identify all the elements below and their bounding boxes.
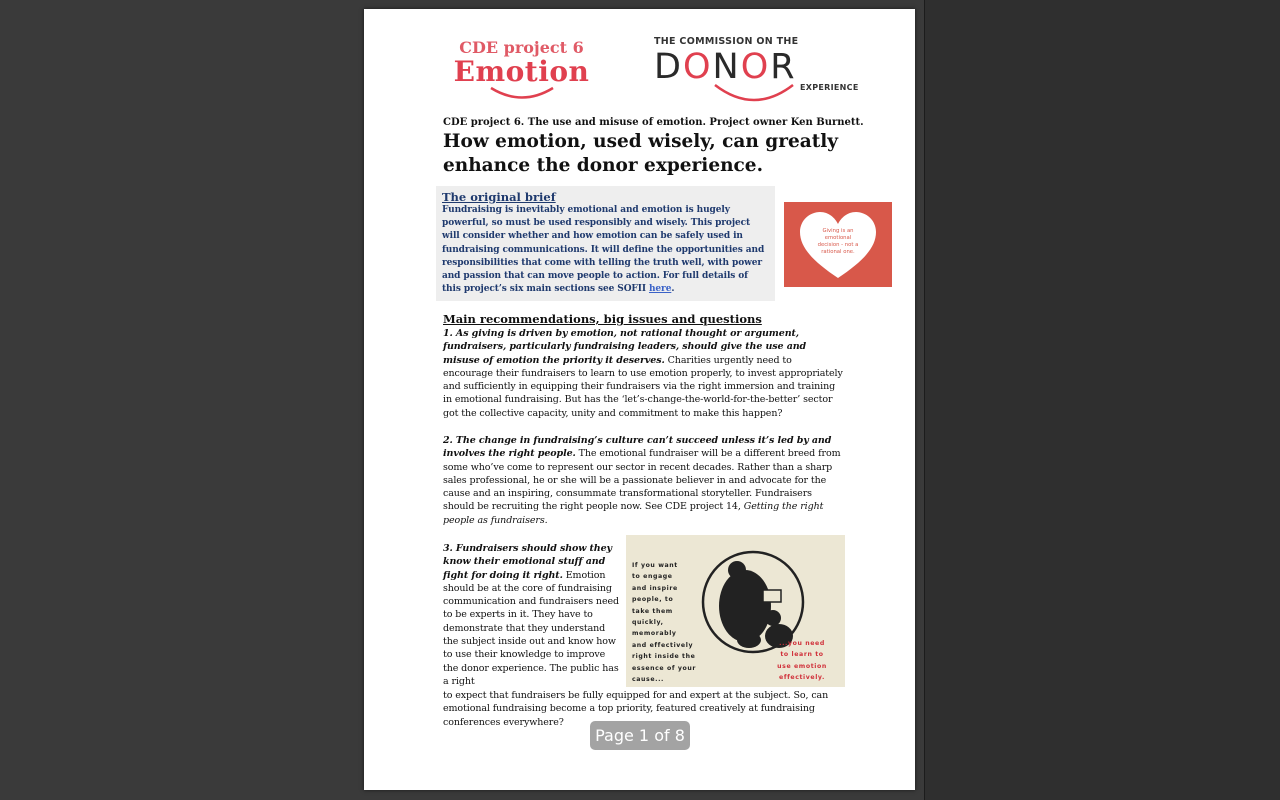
cde-emotion-logo bbox=[444, 39, 599, 109]
sofii-link[interactable]: here bbox=[648, 284, 672, 295]
heart-icon bbox=[784, 202, 892, 287]
recommendation-3: 3. Fundraisers should show they know their emotional stuff and fight for doing it right. Emotion should be at the core of fundraising communication and fundraisers need to be experts in it. They have to demonstrate that they understand the subject inside out and know how to use their knowledge to improve the donor experience. The public has a right bbox=[443, 543, 619, 687]
main-recommendations-heading: Main recommendations, big issues and questions bbox=[443, 312, 762, 326]
logo-commission-line: THE COMMISSION ON THE bbox=[654, 36, 799, 47]
recommendation-3-continued: to expect that fundraisers be fully equipped for and expert at the subject. So, can emotional fundraising become a top priority, featured creatively at fundraising conferences everywhere? bbox=[443, 690, 829, 728]
recommendation-1: 1. As giving is driven by emotion, not rational thought or argument, fundraisers, particularly fundraising leaders, should give the use and misuse of emotion the priority it deserves. Charities urgently need to encourage their fundraisers to learn to use emotion properly, to invest appropriately and sufficiently in equipping their fundraisers via the right immersion and training in emotional fundraising. But has the ‘let’s-change-the-world-for-the-better’ sector got the collective capacity, unity and commitment to make this happen? bbox=[443, 328, 843, 419]
heart-text-line: emotional bbox=[824, 235, 852, 241]
illustration-right-text: ...you need to learn to use emotion effectively. bbox=[777, 640, 827, 682]
commission-donor-logo bbox=[654, 36, 864, 116]
recommendation-2: 2. The change in fundraising’s culture can’t succeed unless it’s led by and involves the right people. The emotional fundraiser will be a different breed from some who’ve come to represent our sector in recent decades. Rather than a sharp sales professional, he or she will be a passionate believer in and advocate for the cause and an inspiring, consummate transformational storyteller. Fundraisers should be recruiting the right people now. See CDE project 14, Getting the right people as fundraisers. bbox=[443, 435, 841, 526]
heart-text-line: Giving is an bbox=[822, 228, 854, 234]
heart-text-line: decision - not a bbox=[817, 242, 859, 248]
sidebar-panel bbox=[924, 0, 1280, 800]
smile-icon bbox=[709, 81, 799, 103]
brief-heading: The original brief bbox=[442, 190, 556, 204]
logo-experience-line: EXPERIENCE bbox=[800, 83, 859, 92]
heart-text-line: rational one. bbox=[821, 249, 855, 255]
page-indicator: Page 1 of 8 bbox=[590, 721, 690, 750]
document-subtitle: CDE project 6. The use and misuse of emotion. Project owner Ken Burnett. bbox=[443, 117, 864, 128]
document-page bbox=[364, 9, 915, 790]
document-headline: How emotion, used wisely, can greatly enhance the donor experience. bbox=[443, 131, 839, 176]
heart-image bbox=[784, 202, 892, 287]
logo-emotion-word: Emotion bbox=[453, 55, 590, 88]
original-brief-box bbox=[436, 186, 775, 301]
logo-donor-word: DONOR bbox=[654, 47, 797, 87]
brief-text: Fundraising is inevitably emotional and emotion is hugely powerful, so must be used responsibly and wisely. This project will consider whether and how emotion can be safely used in fundraising communications. It will define the opportunities and responsibilities that come with telling the truth well, with power and passion that can move people to action. For full details of this project’s six main sections see SOFII here. bbox=[442, 205, 765, 295]
logo-project-label: CDE project 6 bbox=[459, 38, 584, 57]
illustration-left-text: If you want to engage and inspire people, to take them quickly, memorably and effectively right inside the essence of your cause... bbox=[632, 562, 697, 684]
emotion-illustration bbox=[626, 535, 845, 687]
